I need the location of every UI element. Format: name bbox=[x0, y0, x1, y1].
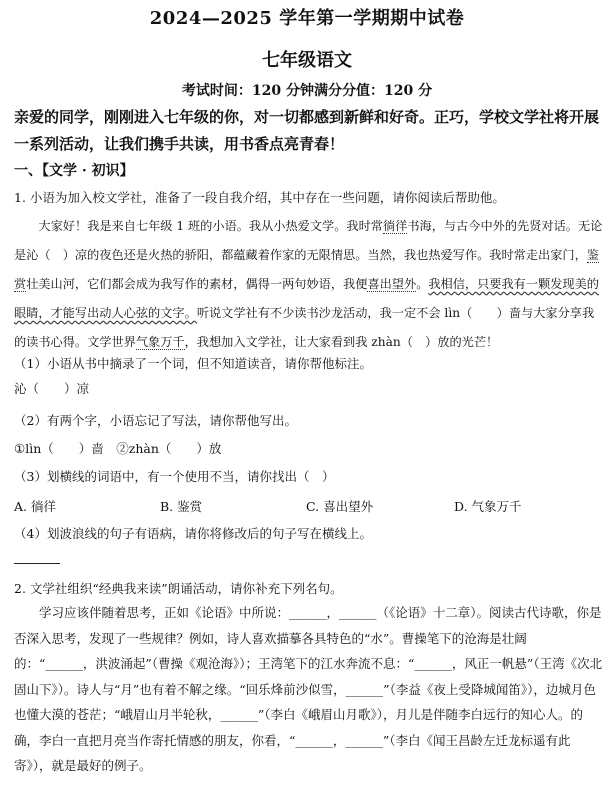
question-1-stem: 1. 小语为加入校文学社，准备了一段自我介绍，其中存在一些问题，请你阅读后帮助他。 bbox=[14, 190, 505, 205]
wavy-underlined-sentence: 我相信，只要我有一颗发现美的眼睛，才能写出动人心弦的文字。 bbox=[14, 277, 599, 320]
question-2-body: 学习应该伴随着思考，正如《论语》中所说：______，______（《论语》十二章）。阅读古代诗歌，你是否深入思考，发现了一些规律？例如，诗人喜欢描摹各具特色的“水”。曹操笔下的沧海是壮阔的：“______，洪波涌起”（曹操《观沧海》）；王湾笔下的江水奔流不息：“______，风正一帆悬”（王湾《次北固山下》）。诗人与“月”也有着不解之缘。“回乐烽前沙似雪，______”（李益《夜上受降城闻笛》），边城月色也懂大漠的苍茫；“峨眉山月半轮秋，______”（李白《峨眉山月歌》），月儿是伴随李白远行的知心人。的确，李白一直把月亮当作寄托情感的朋友，你看，“______，______”（李白《闻王昌龄左迁龙标遥有此寄》），就是最好的例子。 bbox=[14, 605, 603, 773]
option-d[interactable]: D. 气象万千 bbox=[454, 499, 522, 514]
underlined-word: 气象万千 bbox=[135, 335, 185, 349]
passage-text: 大家好！我是来自七年级 1 班的小语。我从小热爱文学。我时常 bbox=[38, 219, 383, 233]
question-2-stem: 2. 文学社组织“经典我来读”朗诵活动，请你补充下列名句。 bbox=[14, 581, 343, 596]
subquestion-1-answer[interactable]: 沁（ ）凉 bbox=[14, 381, 90, 396]
option-c[interactable]: C. 喜出望外 bbox=[306, 499, 374, 514]
underlined-word: 鉴赏 bbox=[14, 248, 599, 291]
subquestion-3: （3）划横线的词语中，有一个使用不当，请你找出（ ） bbox=[14, 469, 335, 484]
exam-title: 2024—2025 学年第一学期期中试卷 bbox=[149, 8, 465, 29]
subquestion-1: （1）小语从书中摘录了一个词，但不知道读音，请你帮他标注。 bbox=[14, 356, 372, 371]
subquestion-2-answer[interactable]: ①lìn（ ）啬 ②zhàn（ ）放 bbox=[14, 441, 222, 456]
subquestion-2: （2）有两个字，小语忘记了写法，请你帮他写出。 bbox=[14, 413, 297, 428]
option-a[interactable]: A. 徜徉 bbox=[14, 499, 56, 514]
option-b[interactable]: B. 鉴赏 bbox=[160, 499, 203, 514]
passage-text: 听说文学社有不少读书沙龙活动，我一定不会 lìn（ ）啬与大家分享我的读书心得。文学世界 bbox=[14, 306, 595, 349]
self-intro-passage bbox=[14, 212, 604, 357]
subquestion-4: （4）划波浪线的句子有语病，请你将修改后的句子写在横线上。 bbox=[14, 526, 372, 541]
passage-text: 壮美山河，它们都会成为我写作的素材，偶得一两句妙语，我便 bbox=[26, 277, 368, 291]
intro-paragraph: 亲爱的同学，刚刚进入七年级的你，对一切都感到新鲜和好奇。正巧，学校文学社将开展一系列活动，让我们携手共读，用书香点亮青春！ bbox=[14, 108, 600, 153]
section-heading: 一、【文学 · 初识】 bbox=[14, 163, 134, 179]
underlined-word: 喜出望外 bbox=[367, 277, 417, 291]
exam-subtitle: 七年级语文 bbox=[262, 50, 352, 71]
exam-info: 考试时间：120 分钟满分分值：120 分 bbox=[181, 83, 433, 99]
underlined-word: 徜徉 bbox=[382, 219, 408, 233]
passage-text: 书海，与古今中外的先贤对话。无论是沁（ ）凉的夜色还是火热的骄阳，都蕴藏着作家的无限情思。当然，我也热爱写作。我时常走出家门， bbox=[14, 219, 603, 262]
passage-text: 。 bbox=[416, 277, 429, 291]
passage-text: ，我想加入文学社，让大家看到我 zhàn（ ）放的光芒！ bbox=[184, 335, 499, 349]
answer-blank-line[interactable] bbox=[14, 563, 60, 564]
